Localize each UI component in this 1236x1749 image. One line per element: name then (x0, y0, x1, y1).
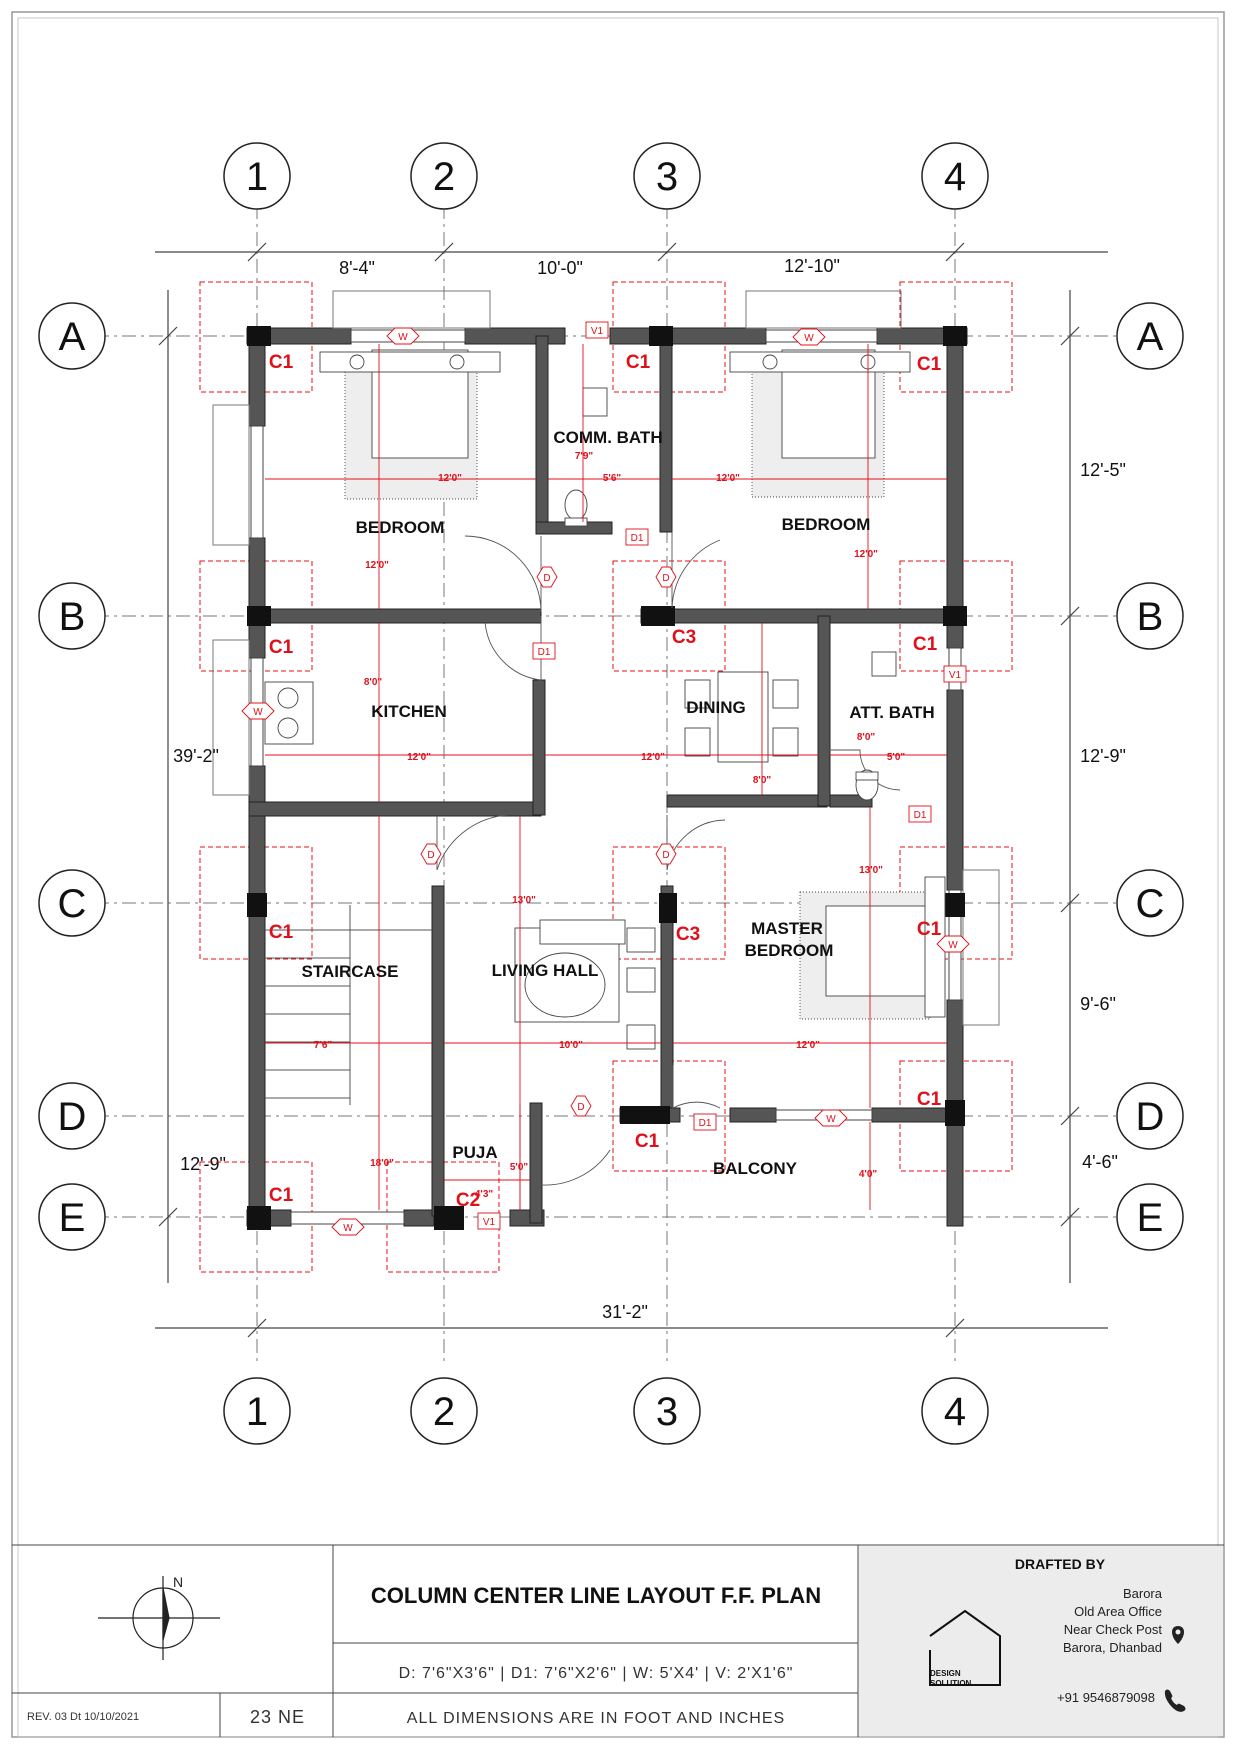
dim-text: 13'0" (859, 865, 883, 876)
north-arrow-icon (98, 1576, 220, 1660)
door-tag: D (543, 573, 551, 584)
dimension-note: ALL DIMENSIONS ARE IN FOOT AND INCHES (406, 1710, 786, 1727)
dim-bottom-total: 31'-2" (602, 1302, 648, 1322)
overall-dimension-lines (155, 243, 1108, 1337)
ventilator-tag: V1 (482, 1217, 496, 1228)
grid-label-right-D: D (1135, 1095, 1165, 1139)
door-tag: D1 (630, 533, 644, 544)
room-label-balcony: BALCONY (712, 1159, 798, 1178)
room-label-puja: PUJA (452, 1143, 498, 1162)
logo-text-line-2: SOLUTION (930, 1679, 972, 1688)
opening-legend: D: 7'6"X3'6" | D1: 7'6"X2'6" | W: 5'X4' | V: 2'X1'6" (398, 1665, 794, 1682)
grid-label-right-C: C (1135, 882, 1165, 926)
dim-right-DE: 4'-6" (1082, 1152, 1118, 1172)
grid-label-left-E: E (58, 1196, 86, 1240)
column-label: C1 (268, 1185, 294, 1206)
drafted-by-panel (859, 1546, 1223, 1736)
room-label-dining: DINING (686, 698, 746, 717)
room-label-bedroom-1: BEDROOM (355, 518, 445, 537)
door-tag: D (427, 850, 435, 861)
grid-label-right-A: A (1136, 315, 1164, 359)
room-label-kitchen: KITCHEN (371, 702, 447, 721)
grid-bubbles-right (1117, 303, 1183, 1250)
column-label: C1 (625, 352, 651, 373)
column-label: C1 (634, 1131, 660, 1152)
furniture (265, 350, 945, 1049)
door-tag: D1 (537, 647, 551, 658)
column-label: C1 (916, 354, 942, 375)
revision-info: REV. 03 Dt 10/10/2021 (27, 1711, 140, 1723)
room-label-living-hall: LIVING HALL (491, 961, 599, 980)
dim-text: 18'0" (370, 1158, 394, 1169)
window-tag: W (343, 1223, 353, 1234)
grid-label-left-A: A (58, 315, 86, 359)
grid-label-bottom-4: 4 (943, 1390, 967, 1434)
grid-label-left-D: D (57, 1095, 87, 1139)
grid-label-bottom-1: 1 (245, 1390, 269, 1434)
window-tag: W (253, 707, 263, 718)
grid-label-left-C: C (57, 882, 87, 926)
sheet-outer-border (12, 12, 1224, 1737)
column-label: C2 (455, 1190, 481, 1211)
address-line-1: Barora (1122, 1586, 1162, 1601)
door-tag: D (662, 573, 670, 584)
sheet-number: 23 NE (250, 1707, 306, 1727)
dim-top-bay-2: 10'-0" (537, 258, 583, 278)
grid-label-top-4: 4 (943, 155, 967, 199)
address-line-3: Near Check Post (1063, 1622, 1162, 1637)
column-label: C3 (671, 627, 697, 648)
drawing-title: COLUMN CENTER LINE LAYOUT F.F. PLAN (370, 1583, 822, 1608)
dim-top-bay-3: 12'-10" (784, 256, 840, 276)
door-tag: D (577, 1102, 585, 1113)
dim-right-CD: 9'-6" (1080, 994, 1116, 1014)
grid-label-right-B: B (1136, 595, 1164, 639)
column-label: C1 (916, 1089, 942, 1110)
grid-bubbles-bottom (224, 1378, 988, 1444)
window-tag: W (398, 332, 408, 343)
door-tag: D1 (698, 1118, 712, 1129)
window-tag: W (948, 940, 958, 951)
dim-text: 12'0" (854, 549, 878, 560)
grid-label-bottom-3: 3 (655, 1390, 679, 1434)
phone-number: +91 9546879098 (1057, 1690, 1155, 1705)
dim-left-total: 39'-2" (173, 746, 219, 766)
ventilator-tag: V1 (590, 326, 604, 337)
dim-text: 8'0" (856, 732, 876, 743)
dim-text: 13'0" (512, 895, 536, 906)
dim-top-bay-1: 8'-4" (339, 258, 375, 278)
dim-text: 7'9" (574, 451, 594, 462)
grid-label-left-B: B (58, 595, 86, 639)
room-label-att-bath: ATT. BATH (849, 703, 935, 722)
door-tag: D1 (913, 810, 927, 821)
dim-text: 12'0" (641, 752, 665, 763)
dim-left-DE: 12'-9" (180, 1154, 226, 1174)
room-label-staircase: STAIRCASE (301, 962, 399, 981)
grid-label-top-3: 3 (655, 155, 679, 199)
address-line-4: Barora, Dhanbad (1062, 1640, 1162, 1655)
grid-label-right-E: E (1136, 1196, 1164, 1240)
grid-label-top-2: 2 (432, 155, 456, 199)
dim-text: 8'0" (363, 677, 383, 688)
room-label-master-line-2: BEDROOM (744, 941, 834, 960)
grid-bubbles-left (39, 303, 105, 1250)
dim-text: 4'3" (474, 1189, 494, 1200)
drafted-by-heading: DRAFTED BY (1014, 1556, 1106, 1572)
column-label: C3 (675, 924, 701, 945)
dim-text: 12'0" (365, 560, 389, 571)
window-tag: W (826, 1114, 836, 1125)
dim-text: 10'0" (559, 1040, 583, 1051)
dim-right-BC: 12'-9" (1080, 746, 1126, 766)
dim-text: 7'6" (313, 1040, 333, 1051)
dim-text: 12'0" (716, 473, 740, 484)
window-tag: W (804, 333, 814, 344)
dim-text: 5'0" (509, 1162, 529, 1173)
dim-text: 12'0" (438, 473, 462, 484)
dim-text: 4'0" (858, 1169, 878, 1180)
room-label-master-line-1: MASTER (751, 919, 823, 938)
dim-text: 12'0" (407, 752, 431, 763)
north-label: N (173, 1574, 184, 1590)
dim-text: 5'0" (886, 752, 906, 763)
column-label: C1 (268, 922, 294, 943)
room-label-comm-bath: COMM. BATH (553, 428, 663, 447)
logo-text-line-1: DESIGN (930, 1669, 961, 1678)
door-tag: D (662, 850, 670, 861)
ventilator-tag: V1 (948, 670, 962, 681)
grid-label-bottom-2: 2 (432, 1390, 456, 1434)
room-label-bedroom-2: BEDROOM (781, 515, 871, 534)
column-label: C1 (912, 634, 938, 655)
address-line-2: Old Area Office (1074, 1604, 1162, 1619)
dim-text: 5'6" (602, 473, 622, 484)
grid-label-top-1: 1 (245, 155, 269, 199)
dim-text: 8'0" (752, 775, 772, 786)
column-label: C1 (268, 352, 294, 373)
grid-bubbles-top (224, 143, 988, 209)
dim-text: 12'0" (796, 1040, 820, 1051)
dim-right-AB: 12'-5" (1080, 460, 1126, 480)
sheet-inner-border (18, 18, 1218, 1737)
column-label: C1 (916, 919, 942, 940)
column-label: C1 (268, 637, 294, 658)
